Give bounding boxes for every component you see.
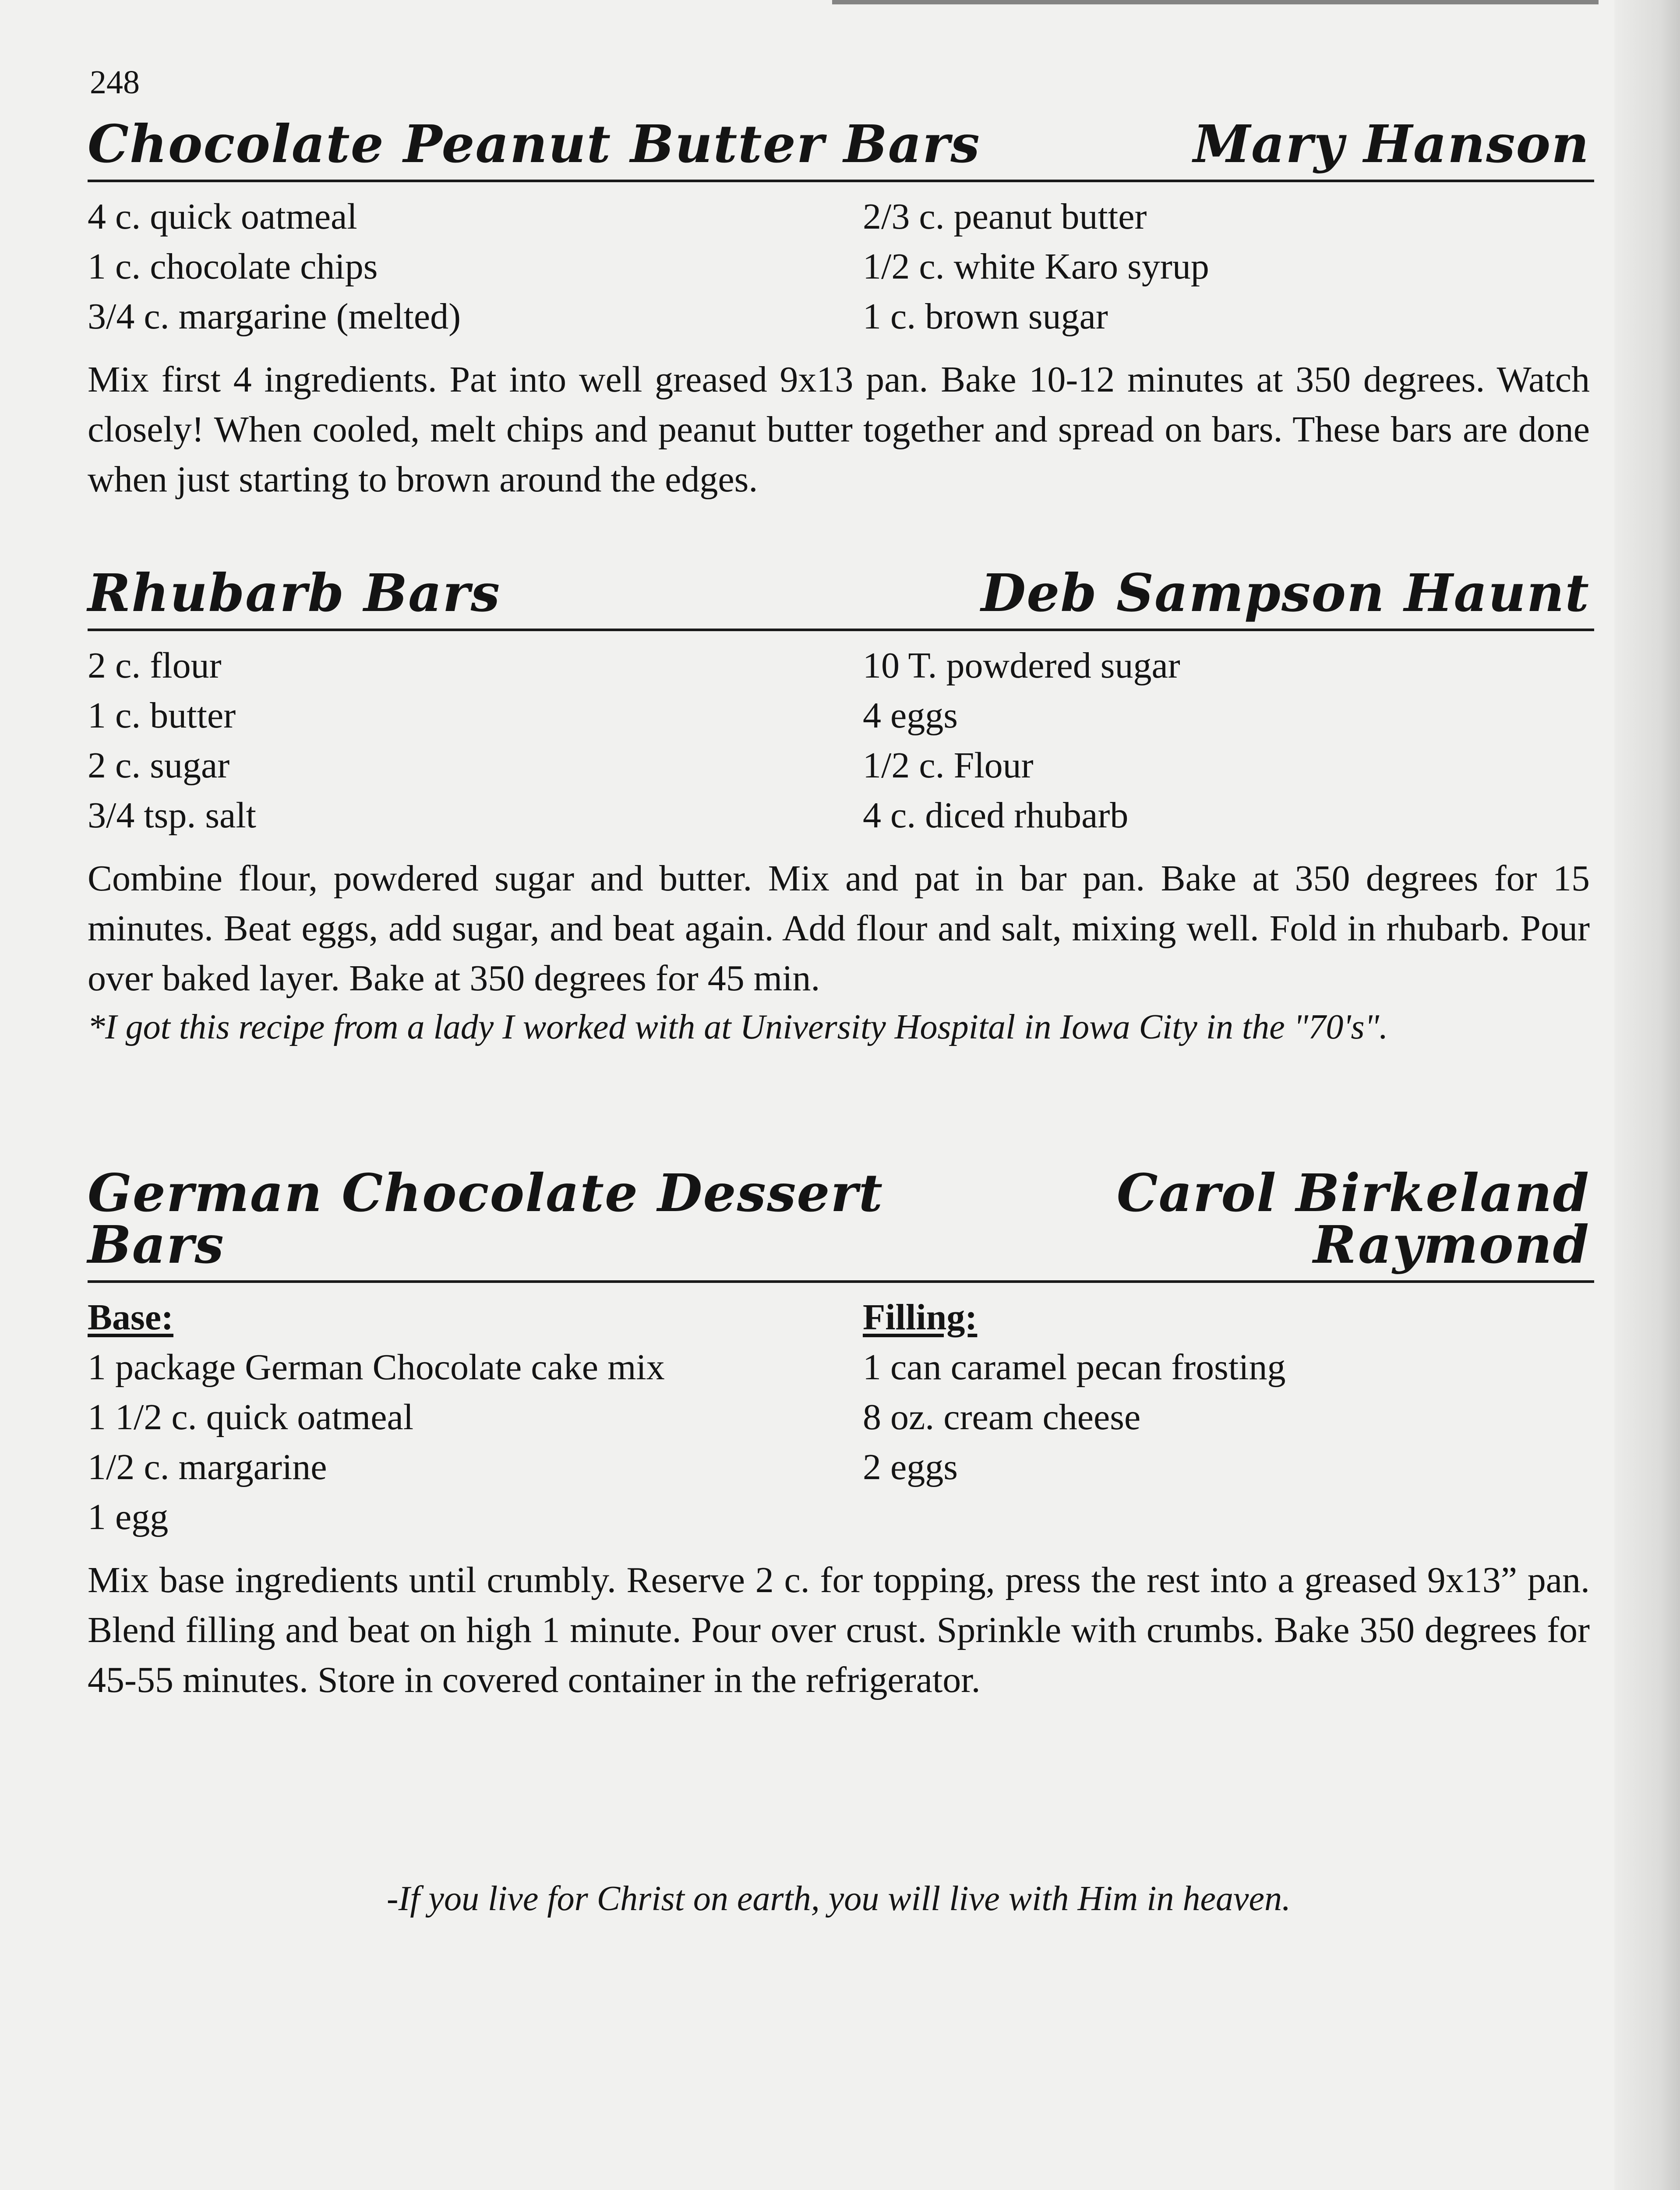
- ingredient-column-right: [863, 1293, 1594, 1542]
- ingredient: 1 egg: [88, 1497, 169, 1537]
- base-heading: Base:: [88, 1297, 173, 1338]
- recipe-author: Deb Sampson Haunt: [981, 562, 1590, 623]
- page-edge-shadow: [1614, 0, 1680, 2190]
- recipe-title: German Chocolate Dessert Bars: [88, 1162, 884, 1275]
- ingredient: 1 c. chocolate chips: [88, 246, 378, 287]
- ingredient: 3/4 tsp. salt: [88, 795, 257, 836]
- ingredient-column-right: [863, 192, 1594, 342]
- ingredient: 3/4 c. margarine (melted): [88, 296, 461, 337]
- page-number: 248: [90, 64, 140, 101]
- ingredient-column-left: [88, 192, 863, 342]
- recipe-rhubarb-bars: [88, 562, 1594, 1051]
- ingredient: 4 c. diced rhubarb: [863, 795, 1129, 836]
- ingredient-list: [88, 641, 1594, 841]
- ingredient: 2 c. sugar: [88, 745, 230, 786]
- ingredient: 2/3 c. peanut butter: [863, 196, 1147, 237]
- ingredient: 2 c. flour: [88, 645, 222, 686]
- ingredient: 1 can caramel pecan frosting: [863, 1347, 1286, 1388]
- filling-heading: Filling:: [863, 1297, 978, 1338]
- recipe-note: *I got this recipe from a lady I worked with at University Hospital in Iowa City in the "70's".: [88, 1008, 1388, 1046]
- recipe-title: Rhubarb Bars: [88, 562, 501, 623]
- ingredient-column-left: [88, 641, 863, 841]
- ingredient: 1 1/2 c. quick oatmeal: [88, 1397, 414, 1438]
- recipe-chocolate-peanut-butter-bars: [88, 113, 1594, 505]
- recipe-instructions: Mix base ingredients until crumbly. Reserve 2 c. for topping, press the rest into a greased 9x13” pan. Blend filling and beat on high 1 minute. Pour over crust. Sprinkle with crumbs. Bake 350 degrees for 45-55 minutes. Store in covered container in the refrigerator.: [88, 1560, 1590, 1700]
- recipe-title: Chocolate Peanut Butter Bars: [88, 113, 981, 174]
- recipe-author: Carol Birkeland Raymond: [1116, 1162, 1590, 1275]
- recipe-title-row: [88, 562, 1594, 631]
- recipe-instructions: Mix first 4 ingredients. Pat into well greased 9x13 pan. Bake 10-12 minutes at 350 degrees. Watch closely! When cooled, melt chips and peanut butter together and spread on bars. These bars are done when just starting to brown around the edges.: [88, 359, 1590, 500]
- ingredient: 1/2 c. white Karo syrup: [863, 246, 1209, 287]
- ingredient-column-left: [88, 1293, 863, 1542]
- ingredient: 1 c. butter: [88, 695, 236, 736]
- ingredient: 1/2 c. Flour: [863, 745, 1034, 786]
- ingredient: 1/2 c. margarine: [88, 1447, 327, 1487]
- ingredient: 10 T. powdered sugar: [863, 645, 1180, 686]
- ingredient: 8 oz. cream cheese: [863, 1397, 1141, 1438]
- recipe-author: Mary Hanson: [1193, 113, 1590, 174]
- recipe-instructions: Combine flour, powdered sugar and butter. Mix and pat in bar pan. Bake at 350 degrees for 15 minutes. Beat eggs, add sugar, and beat again. Add flour and salt, mixing well. Fold in rhubarb. Pour over baked layer. Bake at 350 degrees for 45 min.: [88, 858, 1590, 999]
- ingredient-list: [88, 192, 1594, 342]
- recipe-title-row: [88, 113, 1594, 182]
- ingredient: 4 c. quick oatmeal: [88, 196, 357, 237]
- ingredient: 1 package German Chocolate cake mix: [88, 1347, 665, 1388]
- ingredient: 4 eggs: [863, 695, 958, 736]
- top-edge-mark: [832, 0, 1599, 4]
- recipe-german-chocolate-dessert-bars: [88, 1162, 1594, 1705]
- recipe-title-row: [88, 1162, 1594, 1283]
- ingredient-column-right: [863, 641, 1594, 841]
- ingredient-list: [88, 1293, 1594, 1542]
- closing-quote: -If you live for Christ on earth, you will live with Him in heaven.: [386, 1879, 1291, 1918]
- ingredient: 1 c. brown sugar: [863, 296, 1108, 337]
- ingredient: 2 eggs: [863, 1447, 958, 1487]
